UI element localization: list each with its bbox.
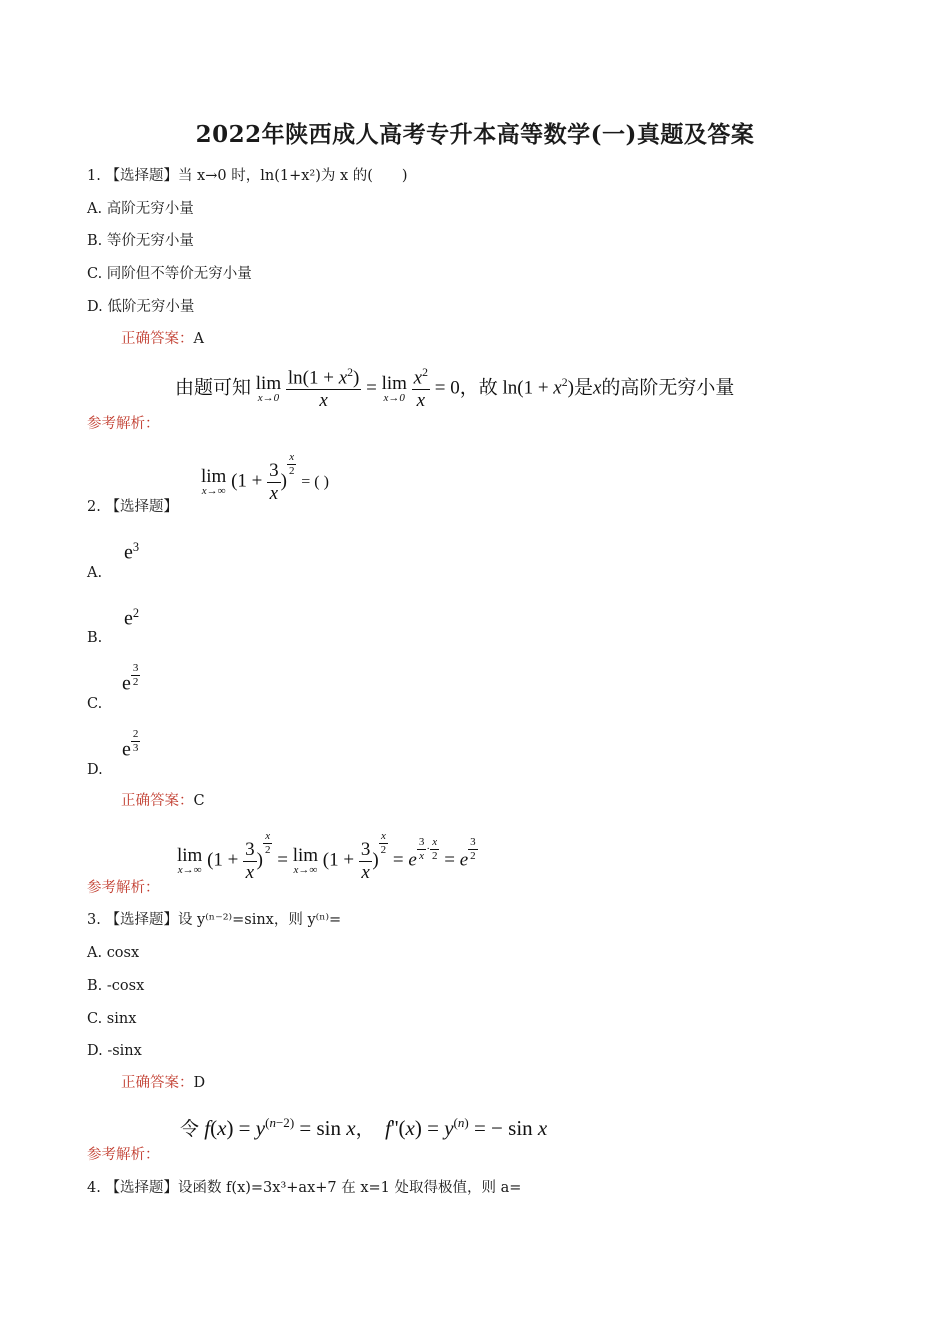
- question-2-analysis-formula: lim x→∞ (1 + $\frac{3}{x}$ ) $^{\frac{x}{2}}$ = lim x→∞ (1 + $\frac{3}{x}$ ) $^{\frac{x}{2}}$ = e $^{\frac{3}{x} \cdot \frac{x}{2}}$ = e $^{\frac{3}{2}}$: [177, 830, 476, 883]
- fraction: $\frac{x^2}{x}$: [413, 366, 428, 412]
- question-3-option-d: D. -sinx: [87, 1043, 142, 1059]
- question-1-stem: [87, 166, 408, 186]
- question-2-analysis-label: 参考解析：: [87, 880, 160, 896]
- limit-symbol: lim x→∞: [292, 845, 319, 877]
- analysis-separator: ，: [355, 1118, 375, 1140]
- fraction: $\frac{3}{x}$: [360, 838, 371, 883]
- question-2-option-c: C.: [87, 696, 103, 712]
- limit-symbol: lim x→∞: [177, 845, 203, 877]
- question-3-stem: 3. 【选择题】设 y⁽ⁿ⁻²⁾=sinx，则 y⁽ⁿ⁾=: [87, 912, 342, 928]
- question-2-option-b: B.: [87, 630, 103, 646]
- question-1-option-b: B. 等价无穷小量: [87, 233, 194, 249]
- question-3-answer: [121, 1073, 205, 1093]
- question-3-option-a: A. cosx: [87, 945, 140, 961]
- question-1-answer: [121, 329, 204, 349]
- question-2-option-a-formula: $e^3$: [124, 540, 140, 564]
- question-1-analysis-formula: 由题可知 lim x→0 $\frac{\ln(1 + x^2)}{x}$ = lim x→0 $\frac{x^2}{x}$ = 0，故 $\ln(1 + x^2)$是x的高阶无穷小量: [175, 366, 735, 412]
- question-1-text: 【选择题】当 x→0 时，ln(1+x²)为 x 的( ): [105, 168, 408, 184]
- question-3-option-c: C. sinx: [87, 1011, 137, 1027]
- answer-value: A: [193, 331, 204, 347]
- question-2-option-c-formula: e $^{\frac{3}{2}}$: [122, 662, 139, 695]
- analysis-mid: ，故: [459, 376, 498, 399]
- question-1-analysis-label: 参考解析：: [87, 416, 160, 432]
- question-1-option-a: A. 高阶无穷小量: [87, 201, 194, 217]
- fraction: $\frac{3}{x}$: [245, 838, 255, 883]
- question-4-stem: 4. 【选择题】设函数 f(x)=3x³+ax+7 在 x=1 处取得极值，则 a=: [87, 1180, 522, 1196]
- question-2-option-d-formula: e $^{\frac{2}{3}}$: [122, 728, 139, 761]
- answer-value: C: [193, 793, 205, 809]
- question-2-stem: [87, 497, 178, 517]
- answer-label: 正确答案：: [121, 793, 194, 809]
- question-3-analysis-formula: 令 $f(x) = y^{(n-2)} = \sin x$， $f''(x) = y^{(n)}$ = − sin x: [180, 1115, 548, 1140]
- answer-label: 正确答案：: [121, 1075, 194, 1091]
- question-2-stem-tail: = ( ): [301, 473, 329, 491]
- answer-label: 正确答案：: [121, 331, 194, 347]
- page-title: 2022年陕西成人高考专升本高等数学(一)真题及答案: [195, 121, 755, 148]
- limit-symbol: lim x→0: [381, 373, 407, 405]
- limit-symbol: lim x→∞: [201, 466, 227, 498]
- question-2-text: 【选择题】: [105, 499, 178, 515]
- limit-symbol: lim x→0: [255, 373, 282, 405]
- analysis-suffix: 的高阶无穷小量: [601, 376, 735, 399]
- fraction: $\frac{3}{x}$: [269, 459, 279, 504]
- question-2-option-d: D.: [87, 762, 103, 778]
- question-3-option-b: B. -cosx: [87, 978, 145, 994]
- question-2-formula: lim x→∞ (1 + $\frac{3}{x}$ ) $^{\frac{x}{2}}$ = ( ): [201, 451, 329, 504]
- answer-value: D: [193, 1075, 206, 1091]
- question-2-answer: [121, 791, 205, 811]
- question-2-number: 2.: [87, 499, 101, 515]
- question-3-analysis-label: 参考解析：: [87, 1147, 160, 1163]
- analysis-prefix: 由题可知: [175, 376, 252, 399]
- fraction: $\frac{\ln(1 + x^2)}{x}$: [287, 366, 360, 412]
- question-2-option-a: A.: [87, 565, 103, 581]
- question-1-option-d: D. 低阶无穷小量: [87, 299, 195, 315]
- analysis-prefix: 令: [180, 1118, 200, 1140]
- question-2-option-b-formula: $e^2$: [124, 606, 140, 630]
- question-1-option-c: C. 同阶但不等价无穷小量: [87, 266, 252, 282]
- question-1-number: 1.: [87, 168, 101, 184]
